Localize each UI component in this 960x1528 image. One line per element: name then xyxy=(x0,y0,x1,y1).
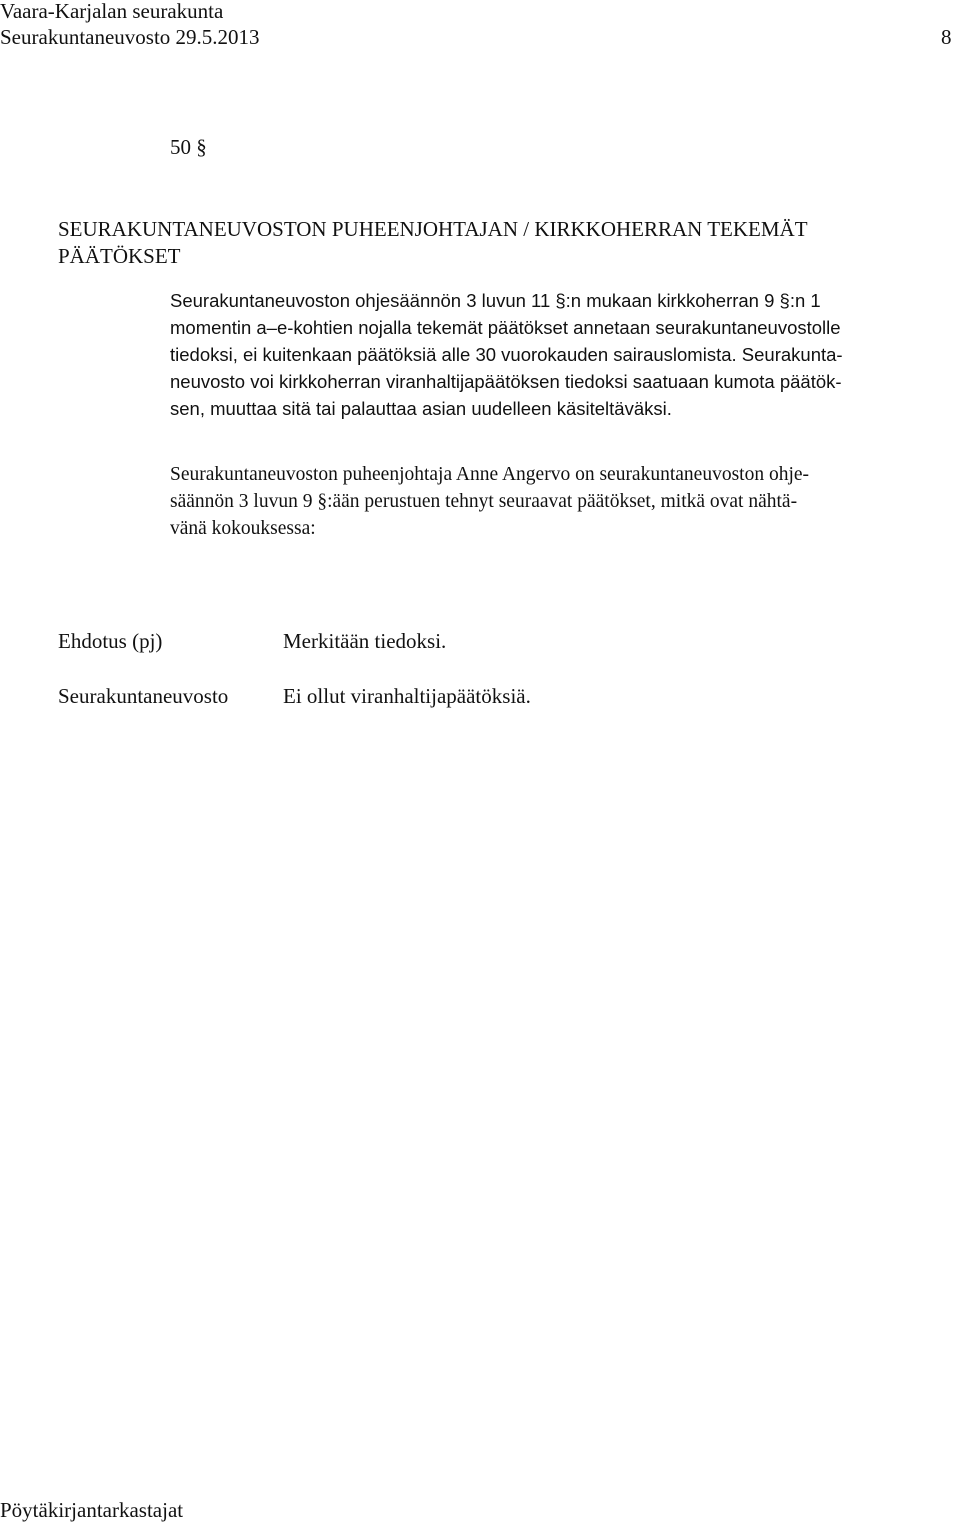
paragraph-2-line: Seurakuntaneuvoston puheenjohtaja Anne Angervo on seurakuntaneuvoston ohje- xyxy=(170,464,810,485)
header-org: Vaara-Karjalan seurakunta xyxy=(0,0,224,23)
paragraph-2-line: vänä kokouksessa: xyxy=(170,518,316,539)
paragraph-2-line: säännön 3 luvun 9 §:ään perustuen tehnyt seuraavat päätökset, mitkä ovat nähtä- xyxy=(170,491,798,512)
paragraph-1-line: Seurakuntaneuvoston ohjesäännön 3 luvun 11 §:n mukaan kirkkoherran 9 §:n 1 xyxy=(170,290,821,311)
header-meeting: Seurakuntaneuvosto 29.5.2013 xyxy=(0,25,260,49)
paragraph-1-line: sen, muuttaa sitä tai palauttaa asian uudelleen käsiteltäväksi. xyxy=(170,398,672,419)
decision-label: Seurakuntaneuvosto xyxy=(58,684,229,708)
paragraph-1-line: momentin a–e-kohtien nojalla tekemät päätökset annetaan seurakuntaneuvostolle xyxy=(170,317,841,338)
decision-value: Ei ollut viranhaltijapäätöksiä. xyxy=(283,684,531,708)
decision-value: Merkitään tiedoksi. xyxy=(283,629,447,653)
paragraph-1-line: neuvosto voi kirkkoherran viranhaltijapäätöksen tiedoksi saatuaan kumota päätök- xyxy=(170,371,842,392)
paragraph-2 xyxy=(170,461,809,542)
page-number: 8 xyxy=(941,25,952,49)
footer-label: Pöytäkirjantarkastajat xyxy=(0,1498,184,1522)
section-title-line1: SEURAKUNTANEUVOSTON PUHEENJOHTAJAN / KIRKKOHERRAN TEKEMÄT xyxy=(58,217,808,241)
decision-label: Ehdotus (pj) xyxy=(58,629,163,653)
paragraph-1-line: tiedoksi, ei kuitenkaan päätöksiä alle 30 vuorokauden sairauslomista. Seurakunta- xyxy=(170,344,843,365)
section-title-line2: PÄÄTÖKSET xyxy=(58,244,181,268)
section-number: 50 § xyxy=(170,135,207,159)
paragraph-1 xyxy=(170,287,843,422)
